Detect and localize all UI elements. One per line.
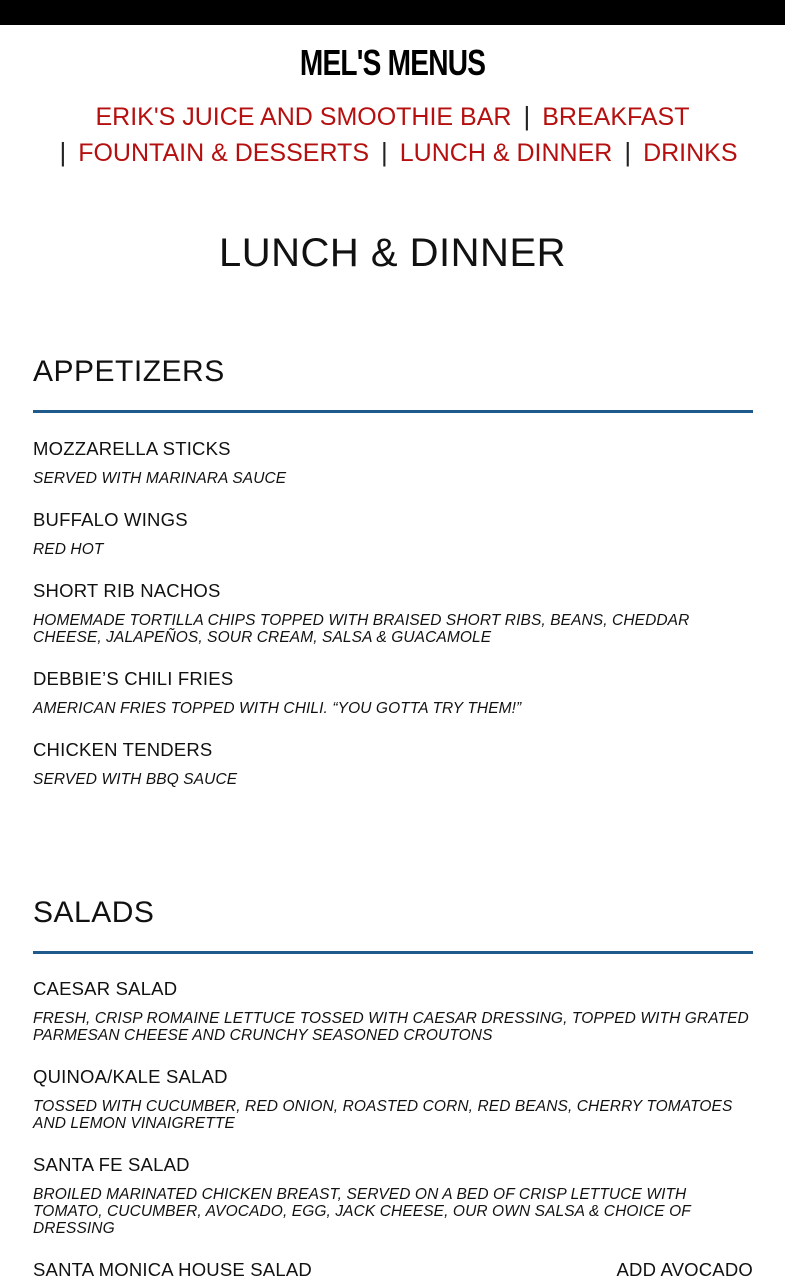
page-title: LUNCH & DINNER: [218, 231, 567, 275]
section-title: APPETIZERS: [33, 355, 225, 388]
item-name: CHICKEN TENDERS: [33, 739, 213, 760]
nav-link-fountain-desserts[interactable]: FOUNTAIN & DESSERTS: [78, 139, 370, 167]
item-description: FRESH, CRISP ROMAINE LETTUCE TOSSED WITH CAESAR DRESSING, TOPPED WITH GRATED PARMESAN CHEESE AND CRUNCHY SEASONED CROUTONS: [33, 1010, 749, 1044]
item-name: CAESAR SALAD: [33, 978, 178, 999]
top-bar: [0, 0, 785, 25]
nav-link-breakfast[interactable]: BREAKFAST: [542, 103, 690, 131]
menu-item: [33, 438, 753, 487]
section-divider: [33, 951, 753, 954]
item-description: SERVED WITH MARINARA SAUCE: [33, 470, 287, 487]
site-logo[interactable]: MEL'S MENUS: [299, 42, 486, 83]
menu-nav: [0, 99, 785, 171]
item-name: QUINOA/KALE SALAD: [33, 1066, 228, 1087]
item-addon: ADD AVOCADO: [616, 1259, 753, 1280]
item-name: SANTA FE SALAD: [33, 1154, 190, 1175]
menu-item: [33, 668, 753, 717]
item-description: SERVED WITH BBQ SAUCE: [33, 771, 238, 788]
menu-item: [33, 978, 753, 1044]
item-name: BUFFALO WINGS: [33, 509, 188, 530]
item-description: TOSSED WITH CUCUMBER, RED ONION, ROASTED CORN, RED BEANS, CHERRY TOMATOES AND LEMON VINAIGRETTE: [33, 1098, 733, 1132]
item-name: DEBBIE’S CHILI FRIES: [33, 668, 234, 689]
section-divider: [33, 410, 753, 413]
menu-item: [33, 739, 753, 788]
section-title: SALADS: [33, 896, 155, 929]
item-name: MOZZARELLA STICKS: [33, 438, 231, 459]
item-name: SHORT RIB NACHOS: [33, 580, 221, 601]
menu-item: [33, 1154, 753, 1237]
nav-link-lunch-dinner[interactable]: LUNCH & DINNER: [399, 139, 613, 167]
nav-separator: |: [624, 137, 632, 167]
item-description: AMERICAN FRIES TOPPED WITH CHILI. “YOU GOTTA TRY THEM!”: [33, 700, 522, 717]
nav-separator: |: [381, 137, 388, 167]
nav-link-drinks[interactable]: DRINKS: [643, 139, 738, 167]
appetizers-section: [33, 354, 753, 788]
menu-item: [33, 1066, 753, 1132]
nav-separator: |: [59, 137, 67, 167]
salads-section: [33, 895, 753, 1281]
item-name: SANTA MONICA HOUSE SALAD: [33, 1259, 312, 1280]
menu-item: [33, 509, 753, 558]
nav-link-juice-bar[interactable]: ERIK'S JUICE AND SMOOTHIE BAR: [95, 103, 512, 131]
item-description: BROILED MARINATED CHICKEN BREAST, SERVED ON A BED OF CRISP LETTUCE WITH TOMATO, CUCUMBER, AVOCADO, EGG, JACK CHEESE, OUR OWN SALSA & CHOICE OF DRESSING: [33, 1186, 691, 1237]
nav-separator: |: [523, 101, 531, 131]
item-description: RED HOT: [33, 541, 104, 558]
menu-item: [33, 580, 753, 646]
item-description: HOMEMADE TORTILLA CHIPS TOPPED WITH BRAISED SHORT RIBS, BEANS, CHEDDAR CHEESE, JALAPEÑOS, SOUR CREAM, SALSA & GUACAMOLE: [33, 612, 690, 646]
